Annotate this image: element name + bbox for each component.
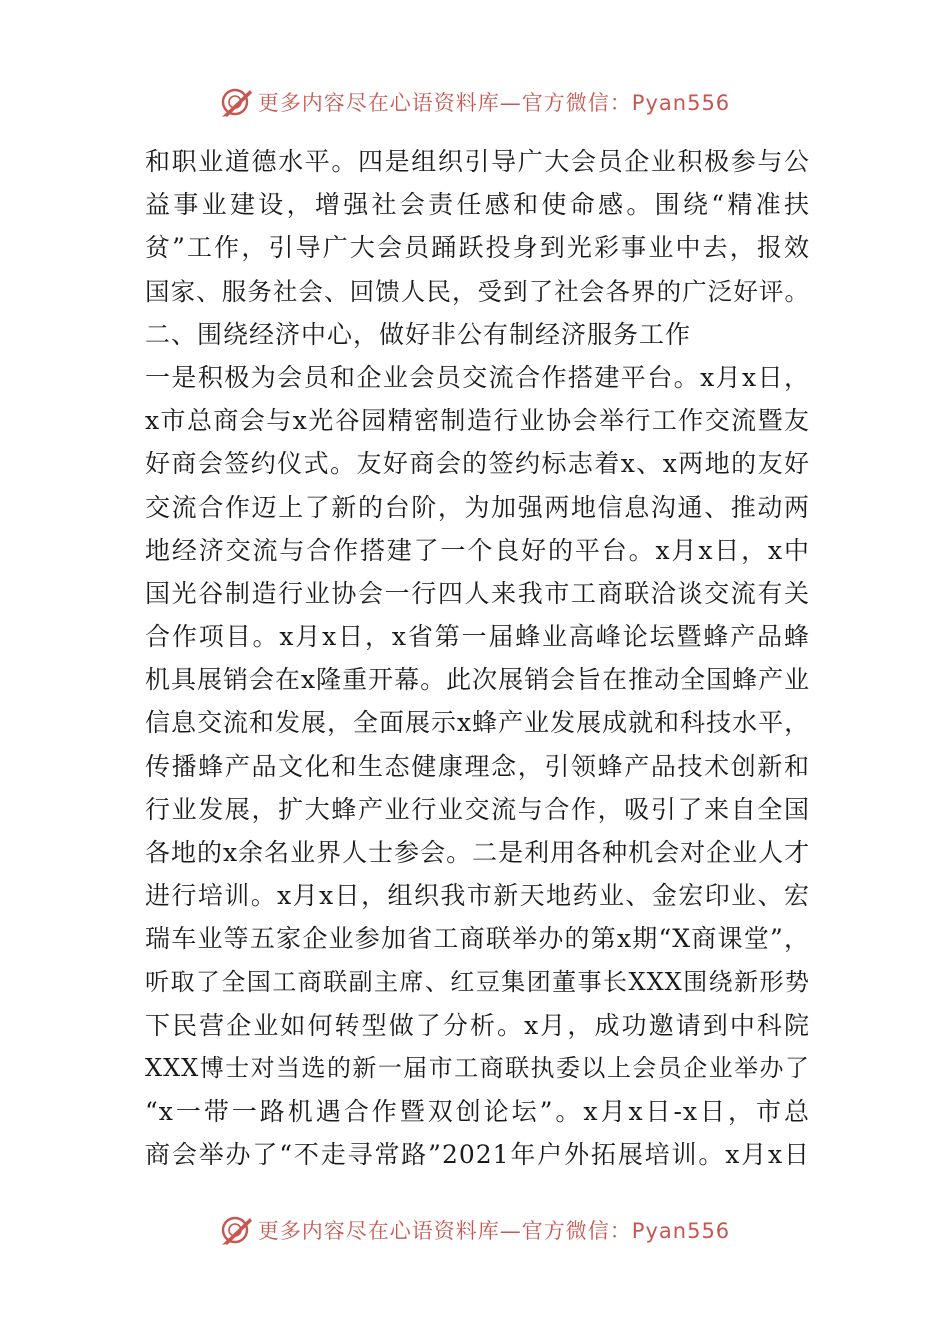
footer-watermark	[0, 1210, 950, 1250]
text-line: 听取了全国工商联副主席、红豆集团董事长XXX围绕新形势	[145, 967, 810, 996]
section-heading: 二、围绕经济中心，做好非公有制经济服务工作	[145, 319, 692, 349]
text-line: 好商会签约仪式。友好商会的签约标志着x、x两地的友好	[145, 449, 810, 479]
text-line: “x一带一路机遇合作暨双创论坛”。x月x日-x日，市总	[145, 1097, 810, 1127]
text-line: 合作项目。x月x日，x省第一届蜂业高峰论坛暨蜂产品蜂	[145, 622, 810, 652]
text-line: 益事业建设，增强社会责任感和使命感。围绕“精准扶	[145, 190, 810, 220]
text-line: 机具展销会在x隆重开幕。此次展销会旨在推动全国蜂产业	[145, 665, 811, 695]
text-line: 行业发展，扩大蜂产业行业交流与合作，吸引了来自全国	[145, 794, 810, 824]
text-line: 各地的x余名业界人士参会。二是利用各种机会对企业人才	[145, 838, 811, 867]
text-line: 一是积极为会员和企业会员交流合作搭建平台。x月x日，	[145, 362, 810, 392]
pen-circle-logo-icon	[220, 85, 254, 119]
watermark-text: 更多内容尽在心语资料库—官方微信：Pyan556	[257, 91, 731, 115]
text-line: 进行培训。x月x日，组织我市新天地药业、金宏印业、宏	[145, 881, 810, 911]
text-line: 和职业道德水平。四是组织引导广大会员企业积极参与公	[145, 147, 810, 176]
text-line: 瑞车业等五家企业参加省工商联举办的第x期“X商课堂”，	[145, 924, 810, 954]
text-line: 地经济交流与合作搭建了一个良好的平台。x月x日，x中	[145, 535, 810, 565]
text-line: 国光谷制造行业协会一行四人来我市工商联洽谈交流有关	[145, 578, 810, 608]
text-line: 传播蜂产品文化和生态健康理念，引领蜂产品技术创新和	[145, 751, 810, 781]
text-line: 信息交流和发展，全面展示x蜂产业发展成就和科技水平，	[145, 708, 811, 738]
header-watermark	[0, 82, 950, 122]
text-line: 交流合作迈上了新的台阶，为加强两地信息沟通、推动两	[145, 492, 810, 522]
document-body	[145, 140, 810, 1177]
text-line: 商会举办了“不走寻常路”2021年户外拓展培训。x月x日	[145, 1140, 810, 1170]
watermark-text: 更多内容尽在心语资料库—官方微信：Pyan556	[257, 1219, 731, 1243]
text-line: 下民营企业如何转型做了分析。x月，成功邀请到中科院	[145, 1010, 810, 1040]
pen-circle-logo-icon	[220, 1213, 254, 1247]
text-line: XXX博士对当选的新一届市工商联执委以上会员企业举办了	[145, 1053, 810, 1082]
text-line: 国家、服务社会、回馈人民，受到了社会各界的广泛好评。	[145, 276, 810, 306]
text-line: 贫”工作，引导广大会员踊跃投身到光彩事业中去，报效	[145, 233, 810, 263]
text-line: x市总商会与x光谷园精密制造行业协会举行工作交流暨友	[145, 406, 810, 436]
